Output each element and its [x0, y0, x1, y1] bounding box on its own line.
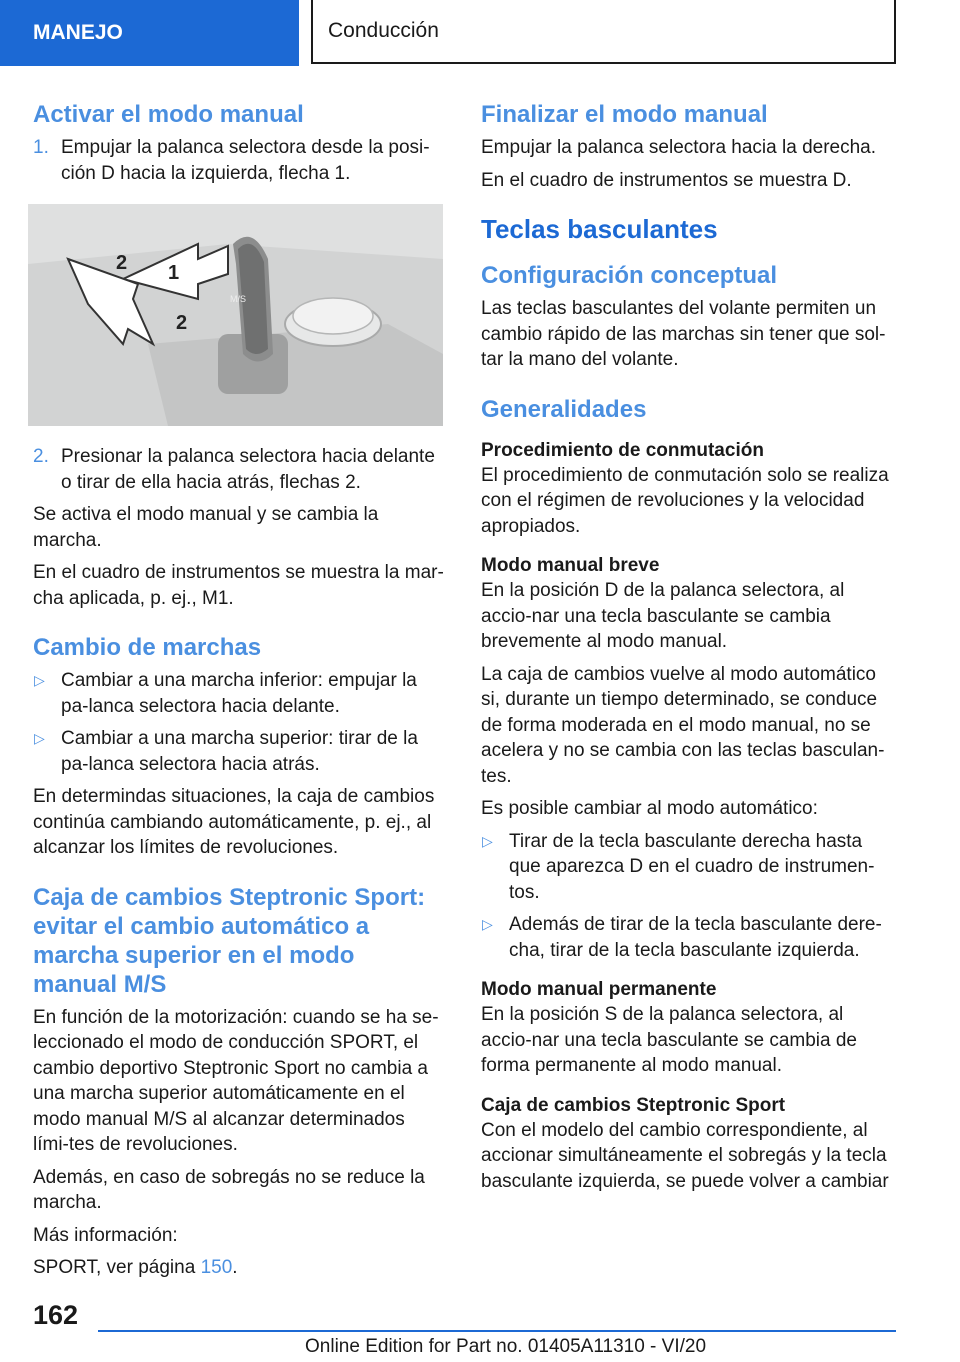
figure-gear-label: M/S — [230, 294, 247, 304]
heading-finalizar: Finalizar el modo manual — [481, 101, 768, 128]
bullet-text: Tirar de la tecla basculante derecha hasta que aparezca D en el cuadro de instrumen-tos. — [509, 830, 875, 903]
figure-label-1: 1 — [168, 262, 180, 284]
paragraph: En la posición D de la palanca selectora, al accio-nar una tecla basculante se cambia brevemente al modo manual. — [481, 580, 845, 652]
chapter-header — [311, 0, 896, 64]
step-1-number: 1. — [33, 137, 49, 158]
paragraph: En el cuadro de instrumentos se muestra D. — [481, 169, 852, 191]
bullet-item — [481, 829, 896, 906]
footer-divider — [98, 1330, 896, 1332]
paragraph: Más información: — [33, 1224, 178, 1246]
step-2-number: 2. — [33, 446, 49, 467]
bullet-text: Cambiar a una marcha inferior: empujar la pa-lanca selectora hacia delante. — [61, 670, 417, 717]
heading-config: Configuración conceptual — [481, 262, 778, 289]
bullet-text: Además de tirar de la tecla basculante dere-cha, tirar de la tecla basculante izquierda. — [509, 914, 882, 961]
footer-edition: Online Edition for Part no. 01405A11310 - VI/20 — [305, 1336, 707, 1357]
heading-teclas: Teclas basculantes — [481, 214, 718, 244]
paragraph: En determindas situaciones, la caja de cambios continúa cambiando automáticamente, p. ej., al alcanzar los límites de revoluciones. — [33, 786, 435, 858]
step-1 — [33, 135, 445, 186]
right-column — [481, 100, 896, 1201]
figure-label-2a: 2 — [116, 252, 128, 274]
heading-activar: Activar el modo manual — [33, 101, 304, 128]
see-page-suffix: . — [232, 1257, 238, 1278]
paragraph: Es posible cambiar al modo automático: — [481, 798, 818, 819]
step-2-text: Presionar la palanca selectora hacia delante o tirar de ella hacia atrás, flechas 2. — [61, 446, 435, 493]
chapter-title: Conducción — [328, 19, 439, 42]
paragraph: En la posición S de la palanca selectora, al accio-nar una tecla basculante se cambia de forma permanente al modo manual. — [481, 1004, 858, 1076]
gear-selector-illustration — [28, 204, 443, 426]
bullet-item — [33, 668, 445, 719]
triangle-bullet-icon: ▷ — [34, 672, 45, 688]
step-1-text: Empujar la palanca selectora desde la posi-ción D hacia la izquierda, flecha 1. — [61, 137, 430, 184]
paragraph: Se activa el modo manual y se cambia la marcha. — [33, 504, 379, 551]
subheading-perm: Modo manual permanente — [481, 979, 717, 1000]
heading-general: Generalidades — [481, 395, 647, 423]
figure-label-2b: 2 — [176, 312, 188, 334]
gear-selector-figure — [28, 204, 443, 426]
heading-cambio: Cambio de marchas — [33, 634, 262, 661]
paragraph: En el cuadro de instrumentos se muestra la mar-cha aplicada, p. ej., M1. — [33, 562, 444, 609]
see-page-prefix: SPORT, ver página — [33, 1257, 201, 1278]
bullet-text: Cambiar a una marcha superior: tirar de la pa-lanca selectora hacia atrás. — [61, 728, 418, 775]
bullet-item — [33, 726, 445, 777]
subheading-sport: Caja de cambios Steptronic Sport — [481, 1094, 786, 1116]
paragraph: Con el modelo del cambio correspondiente, al accionar simultáneamente el sobregás y la tecla basculante izquierda, se puede volver a cambiar — [481, 1119, 889, 1192]
triangle-bullet-icon: ▷ — [482, 832, 493, 849]
triangle-bullet-icon: ▷ — [482, 916, 493, 932]
section-title: MANEJO — [33, 21, 123, 44]
bullet-item — [481, 912, 896, 963]
left-column — [33, 100, 445, 1288]
heading-caja: Caja de cambios Steptronic Sport: evitar el cambio automático a marcha superior en el modo manual M/S — [33, 883, 426, 998]
paragraph: Empujar la palanca selectora hacia la derecha. — [481, 137, 877, 158]
paragraph: Las teclas basculantes del volante permiten un cambio rápido de las marchas sin tener que sol-tar la mano del volante. — [481, 298, 886, 370]
paragraph: El procedimiento de conmutación solo se realiza con el régimen de revoluciones y la velocidad apropiados. — [481, 464, 889, 537]
triangle-bullet-icon: ▷ — [34, 730, 45, 746]
paragraph: Además, en caso de sobregás no se reduce la marcha. — [33, 1166, 425, 1213]
section-tab — [0, 0, 299, 66]
subheading-proc: Procedimiento de conmutación — [481, 439, 764, 461]
paragraph — [33, 1255, 445, 1281]
page-number: 162 — [33, 1300, 79, 1330]
paragraph: En función de la motorización: cuando se ha se-leccionado el modo de conducción SPORT, el cambio deportivo Steptronic Sport no cambia a una marcha superior automáticamente en el modo manual M/S al alcanzar determinados lími-tes de revoluciones. — [33, 1006, 439, 1155]
page-link[interactable]: 150 — [200, 1257, 233, 1278]
subheading-breve: Modo manual breve — [481, 555, 660, 576]
paragraph: La caja de cambios vuelve al modo automático si, durante un tiempo determinado, se conduce de forma moderada en el modo manual, no se acelera y no se cambia con las teclas basculan-tes. — [481, 663, 885, 787]
step-2 — [33, 444, 445, 495]
